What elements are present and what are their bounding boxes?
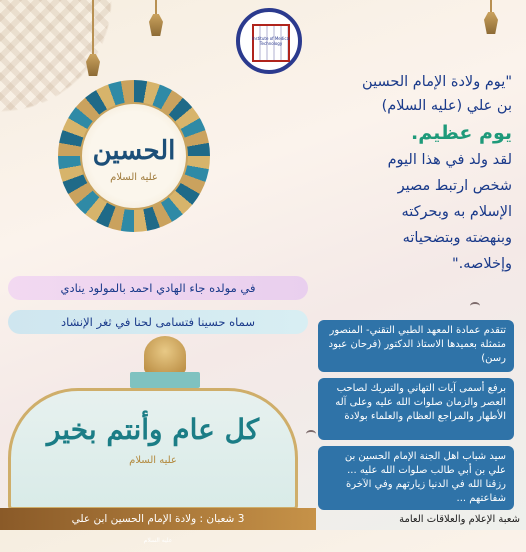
poem-line-2: سماه حسينا فتسامى لحنا في ثغر الإنشاد: [8, 310, 308, 334]
congrats-text: برفع أسمى آيات التهاني والتبريك لصاحب العصر والزمان صلوات الله عليه وعلى آله الأطهار والمراجع العظام والعلماء بولادة: [335, 383, 506, 422]
medallion-honorific: عليه السلام: [110, 172, 158, 183]
dome-shape: [144, 336, 186, 374]
lantern-chain: [155, 0, 157, 14]
congrats-box-1: [318, 320, 514, 372]
lantern-icon: [149, 14, 163, 36]
lantern-chain: [490, 0, 492, 12]
quote-line: الإسلام به وبحركته: [401, 204, 512, 220]
quote-line: لقد ولد في هذا اليوم: [387, 152, 512, 168]
institute-logo: [236, 8, 302, 74]
quote-line: وإخلاصه.": [451, 256, 512, 272]
bird-icon: [470, 302, 480, 310]
greeting-arch: [8, 388, 298, 510]
signoff: شعبة الإعلام والعلاقات العامة: [399, 514, 520, 525]
shrine-base: [130, 372, 200, 388]
greeting-calligraphy: كل عام وأنتم بخير: [46, 413, 260, 446]
congrats-box-3: [318, 446, 514, 510]
date-banner-text: 3 شعبان : ولادة الإمام الحسين ابن علي عليه السلام: [0, 508, 316, 552]
greeting-subtext: عليه السلام: [129, 455, 177, 466]
lantern-chain: [92, 0, 94, 54]
shrine-dome-icon: [120, 336, 210, 388]
poem-line-1: في مولده جاء الهادي احمد بالمولود ينادي: [8, 276, 308, 300]
congrats-box-2: [318, 378, 514, 440]
quote-line: "يوم ولادة الإمام الحسين: [362, 74, 512, 90]
medallion-core: [80, 102, 188, 210]
quote-line: وبنهضته وبتضحياته: [402, 230, 512, 246]
lantern-icon: [484, 12, 498, 34]
quote-line: شخص ارتبط مصير: [397, 178, 512, 194]
quote-highlight: يوم عظيم.: [411, 122, 512, 144]
congrats-text: سيد شباب اهل الجنة الإمام الحسين بن علي بن أبي طالب صلوات الله عليه ... رزقنا الله في الدنيا زيارتهم وفي الآخرة شفاعتهم ...: [344, 451, 506, 504]
calligraphy-medallion: [58, 80, 210, 232]
logo-ring-text: Institute of Medical Technology: [251, 36, 291, 46]
bird-icon: [306, 430, 316, 438]
medallion-name: الحسين: [92, 136, 176, 166]
date-banner-honorific: عليه السلام: [143, 537, 173, 544]
date-banner: [0, 508, 316, 544]
congrats-text: تتقدم عمادة المعهد الطبي التقني- المنصور متمثلة بعميدها الاستاذ الدكتور (فرحان عبود رسن): [328, 325, 506, 364]
quote-line: بن علي (عليه السلام): [381, 98, 512, 114]
